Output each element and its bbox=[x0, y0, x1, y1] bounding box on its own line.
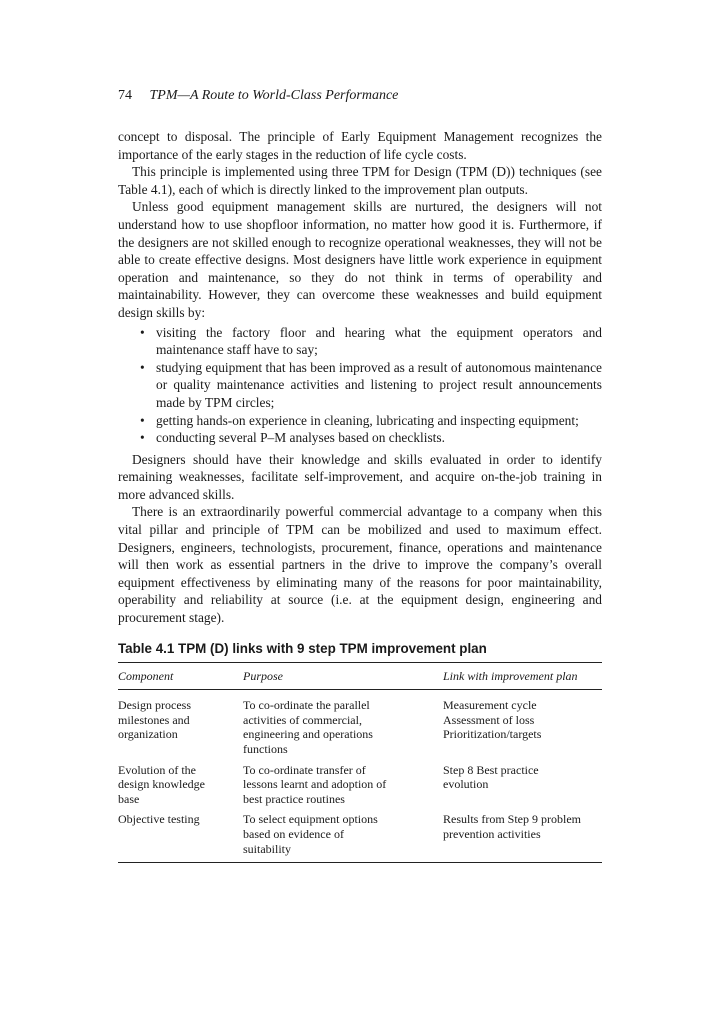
header-purpose: Purpose bbox=[243, 662, 443, 690]
header-link: Link with improvement plan bbox=[443, 662, 602, 690]
bullet-list bbox=[118, 324, 602, 447]
tpm-table bbox=[118, 662, 602, 864]
link-cell bbox=[443, 761, 602, 811]
cell-line: To co-ordinate the parallel bbox=[243, 698, 370, 713]
cell-line: activities of commercial, bbox=[243, 712, 362, 727]
page-number: 74 bbox=[118, 88, 132, 103]
cell-line: milestones and bbox=[118, 712, 190, 727]
link-cell bbox=[443, 690, 602, 761]
list-item-text: conducting several P–M analyses based on checklists. bbox=[156, 430, 445, 446]
bullet-icon: • bbox=[140, 324, 145, 340]
cell-line: suitability bbox=[243, 841, 291, 856]
paragraph: There is an extraordinarily powerful commercial advantage to a company when this vital pillar and principle of TPM can be mobilized and used to maximum effect. Designers, engineers, technologists, procurement, finance, operations and maintenance will then work as essential partners in the drive to improve the company’s overall equipment effectiveness by eliminating many of the reasons for poor maintainability, operability and reliability at source (i.e. at the equipment design, engineering and procurement stage). bbox=[118, 504, 602, 626]
link-cell bbox=[443, 810, 602, 862]
cell-line: Design process bbox=[118, 698, 191, 713]
purpose-cell bbox=[243, 690, 443, 761]
table-header-row bbox=[118, 662, 602, 690]
cell-line: functions bbox=[243, 742, 288, 756]
cell-line: Results from Step 9 problem bbox=[443, 812, 581, 827]
cell-line: Evolution of the bbox=[118, 762, 196, 777]
paragraph: concept to disposal. The principle of Early Equipment Management recognizes the importance of the early stages in the reduction of life cycle costs. bbox=[118, 129, 602, 162]
body-text-after bbox=[118, 451, 602, 627]
list-item-text: studying equipment that has been improved as a result of autonomous maintenance or quality maintenance activities and listening to project result announcements made by TPM circles; bbox=[156, 359, 602, 410]
table-row bbox=[118, 761, 602, 811]
paragraph: This principle is implemented using three TPM for Design (TPM (D)) techniques (see Table 4.1), each of which is directly linked to the improvement plan outputs. bbox=[118, 164, 602, 197]
cell-line: To co-ordinate transfer of bbox=[243, 762, 366, 777]
cell-line: design knowledge bbox=[118, 777, 205, 792]
cell-line: Assessment of loss bbox=[443, 712, 535, 727]
list-item bbox=[138, 324, 602, 359]
cell-line: To select equipment options bbox=[243, 812, 378, 827]
list-item bbox=[138, 359, 602, 412]
cell-line: Measurement cycle bbox=[443, 698, 537, 713]
cell-line: Objective testing bbox=[118, 812, 200, 827]
component-cell bbox=[118, 761, 243, 811]
cell-line: Prioritization/targets bbox=[443, 727, 542, 742]
purpose-cell bbox=[243, 810, 443, 862]
component-cell bbox=[118, 690, 243, 761]
paragraph: Unless good equipment management skills are nurtured, the designers will not understand how to use shopfloor information, no matter how good it is. Furthermore, if the designers are not skilled enough to recognize operational weaknesses, they will not be able to create effective designs. Most designers have little work experience in equipment operation and maintenance, so they do not think in terms of operability and maintainability. However, they can overcome these weaknesses and build equipment design skills by: bbox=[118, 199, 602, 320]
table-row bbox=[118, 810, 602, 862]
book-page bbox=[118, 88, 602, 863]
list-item bbox=[138, 429, 602, 447]
list-item bbox=[138, 412, 602, 430]
list-item-text: getting hands-on experience in cleaning, lubricating and inspecting equipment; bbox=[156, 412, 579, 428]
cell-line: Step 8 Best practice bbox=[443, 762, 539, 777]
header-component: Component bbox=[118, 662, 243, 690]
running-title: TPM—A Route to World-Class Performance bbox=[149, 88, 399, 103]
bullet-icon: • bbox=[140, 359, 145, 375]
cell-line: evolution bbox=[443, 777, 489, 792]
cell-line: engineering and operations bbox=[243, 727, 373, 742]
paragraph: Designers should have their knowledge and skills evaluated in order to identify remaining weaknesses, facilitate self-improvement, and acquire on-the-job training in more advanced skills. bbox=[118, 451, 602, 502]
component-cell bbox=[118, 810, 243, 862]
cell-line: based on evidence of bbox=[243, 826, 344, 841]
table-caption: Table 4.1 TPM (D) links with 9 step TPM improvement plan bbox=[118, 640, 487, 656]
running-head bbox=[118, 88, 602, 104]
cell-line: base bbox=[118, 791, 140, 806]
table-row bbox=[118, 690, 602, 761]
bullet-icon: • bbox=[140, 430, 145, 446]
list-item-text: visiting the factory floor and hearing what the equipment operators and maintenance staff have to say; bbox=[156, 324, 602, 358]
cell-line: best practice routines bbox=[243, 791, 345, 806]
body-text-before bbox=[118, 128, 602, 322]
purpose-cell bbox=[243, 761, 443, 811]
cell-line: lessons learnt and adoption of bbox=[243, 777, 387, 792]
bullet-icon: • bbox=[140, 412, 145, 428]
cell-line: prevention activities bbox=[443, 826, 541, 841]
cell-line: organization bbox=[118, 727, 178, 742]
